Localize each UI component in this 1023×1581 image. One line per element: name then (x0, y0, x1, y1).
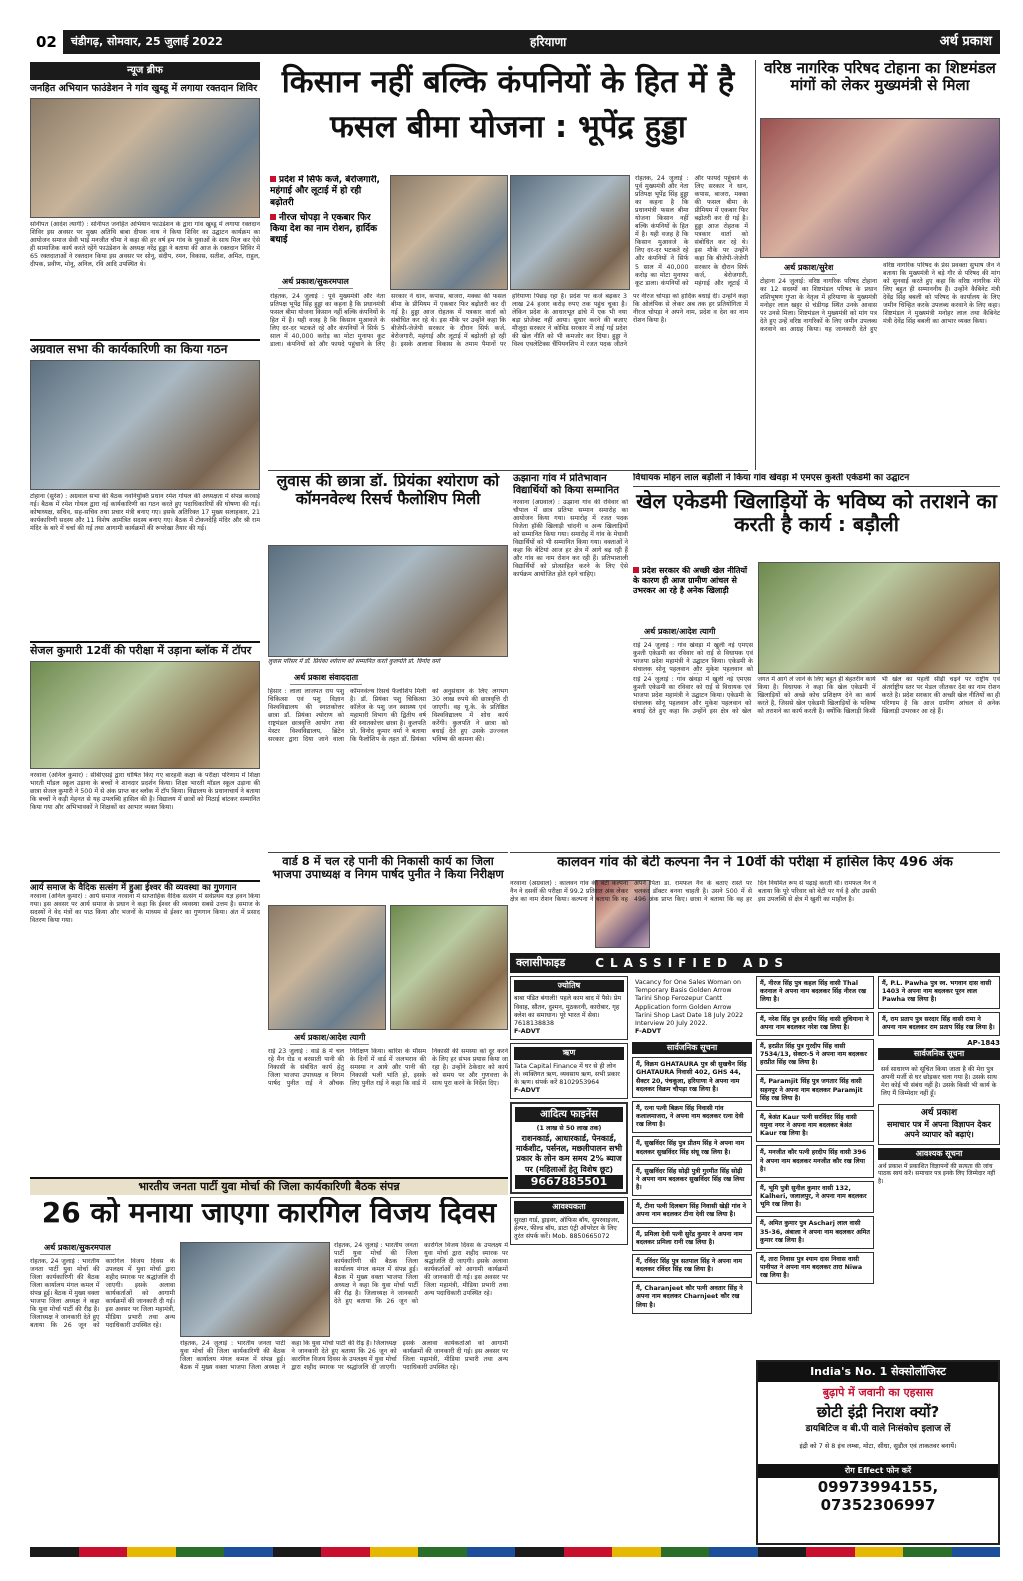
agarwal-sabha-photo (30, 360, 260, 490)
classified-label: क्लासीफाइड (516, 956, 566, 970)
ad-footer: रोग Effect फोन करें (758, 1464, 998, 1478)
pl-notice-list (878, 976, 1000, 1036)
priyanka-photo (268, 545, 508, 657)
priyanka-byline-box (290, 672, 410, 686)
classified-col-2 (632, 976, 752, 1546)
stripe-segment (79, 1547, 128, 1557)
advt-3: F-ADVT (635, 1028, 661, 1036)
brief-4-body: नरवाना (अनिल कुमार) : आर्य समाज नरवाना में साप्ताहिक वैदिक सत्संग में सर्वप्रथम यज्ञ हवन किया गया। इस अवसर पर आर्य समाज के प्रधान ने कहा कि ईश्वर की व्यवस्था सबसे उत्तम है। समाज के सदस्यों ने वेद मंत्रों का पाठ किया और भजनों के माध्यम से ईश्वर का गुणगान किया। अंत में प्रसाद वितरण किया गया। (30, 893, 260, 925)
sports-kicker-box (633, 473, 1000, 487)
water-headline-box (268, 855, 508, 903)
udana-box (513, 473, 628, 853)
arth-title: अर्थ प्रकाश (920, 1108, 958, 1119)
sports-body-top (633, 642, 753, 674)
sports-headline: खेल एकेडमी खिलाड़ियों के भविष्य को तराशने का करती है कार्य : बड़ौली (636, 490, 997, 536)
notice-item: मैं, बेअंत Kaur पत्नी सरविंदर सिंह वासी यमुना नगर ने अपना नाम बदलकर बेअंत Kaur रख लिया है। (756, 1110, 874, 1143)
stripe-segment (564, 1547, 613, 1557)
priyanka-caption: लुवास परिसर में डॉ. प्रियंका श्योराण को सम्मानित करते कुलपति प्रो. विनोद वर्मा (268, 658, 440, 665)
lead-byline-box (278, 276, 388, 290)
lead-body: रोहतक, 24 जुलाई : पूर्व मुख्यमंत्री और नेता प्रतिपक्ष भूपेंद्र सिंह हुड्डा का कहना है कि प्रधानमंत्री फसल बीमा योजना किसान नहीं बल्कि कंपनियों के हित में है। यही वजह है कि किसान मुआवजे के लिए दर-दर भटकते रहे और कंपनियों ने सिर्फ 5 साल में 40,000 करोड़ का मोटा मुनाफा कूट डाला। कंपनियों को और फायदे पहुंचाने के लिए सरकार ने धान, कपास, बाजरा, मक्का की फसल बीमा के प्रीमियम में एकबार फिर बढ़ोतरी कर दी गई है। हुड्डा आज रोहतक में पत्रकार वार्ता को संबोधित कर रहे थे। इस मौके पर उन्होंने कहा कि बीजेपी-जेजेपी सरकार के दौरान सिर्फ कर्ज, बेरोजगारी, महंगाई और लूटाई में बढ़ोतरी हो रही है। इसके अलावा विकास के तमाम पैमानों पर हरियाणा पिछड़ रहा है। प्रदेश पर कर्ज बढ़कर 3 लाख 24 हजार करोड़ रुपए तक पहुंच चुका है। लेकिन प्रदेश के आधारभूत ढांचे में एक भी नया बड़ा प्रोजेक्ट नहीं आया। सुधार करने की बजाए मौजूदा सरकार ने कोविड सरकार में लाई गई प्रदेश की खेल नीति को भी कमजोर कर दिया। हुड्डा ने विश्व एथलेटिक्स चैंपियनशिप में रजत पदक जीतने पर नीरज चोपड़ा को हार्दिक बधाई दी। उन्होंने कहा कि ओलंपिक से लेकर अब तक हर प्रतियोगिता में नीरज चोपड़ा ने अपने नाम, प्रदेश व देश का नाम रोशन किया है। (270, 293, 748, 349)
bjym-body-right-text: रोहतक, 24 जुलाई : भारतीय जनता पार्टी युवा मोर्चा की जिला कार्यकारिणी की बैठक जिला कार्यालय मंगल कमल में संपन्न हुई। बैठक में मुख्य वक्ता भाजपा जिला अध्यक्ष ने कहा कि युवा मोर्चा पार्टी की रीढ़ है। जिलाध्यक्ष ने जानकारी देते हुए बताया कि 26 जून को कारगिल विजय दिवस के उपलक्ष्य में युवा मोर्चा द्वारा शहीद स्मारक पर श्रद्धांजलि दी जाएगी। इसके अलावा कार्यकर्ताओं को आगामी कार्यक्रमों की जानकारी दी गई। इस अवसर पर जिला महामंत्री, मीडिया प्रभारी तथा अन्य पदाधिकारी उपस्थित रहे। (334, 1242, 508, 1306)
notice-item: मैं, रत्ना पत्नी बिक्रम सिंह निवासी गांव कलालमाजरा, ने अपना नाम बदलकर रत्ना देवी रख लिया है। (632, 1101, 752, 1134)
public-notice-title-2: सार्वजनिक सूचना (878, 1048, 1000, 1060)
classified-label-en: CLASSIFIED ADS (595, 955, 790, 970)
hooda-photo-2 (510, 175, 630, 290)
news-brief-label: न्यूज ब्रीफ (30, 62, 260, 80)
stripe-segment (127, 1547, 176, 1557)
hooda-photo-1 (390, 175, 508, 290)
section-name: हरियाणा (530, 34, 567, 49)
stripe-segment (224, 1547, 273, 1557)
lead-body-box (270, 293, 748, 463)
kalpana-body: नरवाना (अग्रवाल) : कालवन गांव की बेटी कल्पना नैन ने दसवीं की परीक्षा में 99.2 प्रतिशत अंक लेकर क्षेत्र का नाम रोशन किया। कल्पना ने बताया कि वह अपने पिता डा. रामफल नैन के बताए रास्ते पर चलकर डॉक्टर बनना चाहती है। उसने 500 में से 496 अंक प्राप्त किए। छात्रा ने बताया कि वह हर दिन नियमित रूप से पढ़ाई करती थी। रामफल नैन ने बताया कि पूरे परिवार को बेटी पर गर्व है और उसकी इस उपलब्धि से क्षेत्र में खुशी का माहौल है। (510, 880, 876, 904)
tohana-photo (760, 118, 1000, 258)
stripe-segment (903, 1547, 952, 1557)
blood-camp-photo (30, 98, 260, 218)
notice-item: मैं, सुखविंदर सिंह सोढ़ी पुत्री गुरमीत सिंह सोढ़ी ने अपना नाम बदलकर सुखविंदर सिंह रख लिया है। (632, 1164, 752, 1197)
stripe-segment (612, 1547, 661, 1557)
lead-highlight-1: प्रदेश में सिर्फ कर्ज, बेरोजगारी, महंगाई और लूटाई में हो रही बढ़ोतरी (270, 175, 380, 208)
udana-headline: ऊझाना गांव में प्रतिभावान विद्यार्थियों को किया सम्मानित (513, 473, 619, 496)
stripe-segment (855, 1547, 904, 1557)
lead-highlight-2: नीरज चोपड़ा ने एकबार फिर किया देश का नाम रोशन, हार्दिक बधाई (270, 212, 377, 246)
bjym-body-right (334, 1242, 508, 1338)
kalpana-headline-box (510, 855, 1000, 877)
kalpana-headline: कालवन गांव की बेटी कल्पना नैन ने 10वीं की परीक्षा में हासिल किए 496 अंक (557, 855, 953, 870)
water-byline: अर्थ प्रकाश/आदेश त्यागी (290, 1032, 369, 1045)
lead-headline: किसान नहीं बल्कि कंपनियों के हित में है फसल बीमा योजना : भूपेंद्र हुड्डा (281, 64, 735, 145)
stripe-segment (806, 1547, 855, 1557)
astrology-title: ज्योतिष (514, 980, 624, 992)
sports-headline-box (633, 490, 1000, 560)
sports-highlight: प्रदेश सरकार की अच्छी खेल नीतियों के कारण ही आज ग्रामीण आंचल से उभरकर आ रहे है अनेक खिलाड़ी (633, 566, 748, 595)
stripe-segment (952, 1547, 1001, 1557)
ad-line-1: बुढ़ापे में जवानी का एहसास (822, 1385, 934, 1399)
sports-highlight-box (633, 566, 753, 624)
news-brief-column (30, 82, 260, 977)
notice-item: मैं, हरप्रीत सिंह पुत्र गुरदीप सिंह वासी 7534/13, सेक्टर-5 ने अपना नाम बदलकर हरप्रीत सिंह रख लिया है। (756, 1039, 874, 1072)
notice-item: मैं, नरेश सिंह पुत्र हरदीप सिंह वासी लुधियाना ने अपना नाम बदलकर नरेश रख लिया है। (756, 1012, 874, 1036)
brand-name: अर्थ प्रकाश (939, 33, 992, 49)
students-photo (30, 661, 260, 769)
classified-header (510, 953, 1000, 973)
water-headline: वार्ड 8 में चल रहे पानी की निकासी कार्य का जिला भाजपा उपाध्यक्ष व निगम पार्षद पुनीत ने किया निरीक्षण (272, 855, 504, 882)
divider (268, 470, 748, 471)
need2-body: अर्थ प्रकाश में प्रकाशित विज्ञापनों की सत्यता की जांच पाठक स्वयं करें। समाचार पत्र इनके लिए जिम्मेदार नहीं है। (878, 1162, 996, 1185)
aditya-title: आदित्य फाइनेंस (515, 1107, 623, 1122)
lead-highlights (270, 175, 382, 275)
tohana-body-box (760, 262, 1000, 462)
arth-body: समाचार पत्र में अपना विज्ञापन देकर अपने व्यापार को बढ़ाएं। (887, 1119, 991, 1140)
priyanka-headline-box (268, 473, 508, 543)
advt-2: F-ADVT (514, 1087, 540, 1095)
sports-body-box (633, 676, 1000, 848)
lead-headline-box (268, 60, 748, 170)
sports-kicker: विधायक मोहन लाल बड़ौली ने किया गांव खेवड़ा में एमएस कुश्ती एकेडमी का उद्घाटन (633, 473, 910, 483)
need-title: आवश्यकता (514, 1201, 624, 1213)
footer-color-stripe (30, 1547, 1000, 1557)
priyanka-byline: अर्थ प्रकाश संवाददाता (290, 672, 362, 685)
ad-line-2: छोटी इंद्री निराश क्यों? (816, 1402, 940, 1421)
notice-item: मैं, रविंदर सिंह पुत्र सतपाल सिंह ने अपना नाम बदलकर रविंदर सिंह रख लिया है। (632, 1254, 752, 1278)
classified-col-1 (510, 976, 628, 1546)
public-notice-list-right (756, 976, 874, 1284)
water-body: राई 23 जुलाई : वार्ड 8 में चल रहे मैन रोड व बरसाती पानी की निकासी के संबंधित कार्य हेतु जिला भाजपा उपाध्यक्ष व निगम पार्षद पुनीत राई ने औचक निरीक्षण किया। बारिश के मौसम के दिनों में वार्ड में जलभराव की समस्या न आये और पानी की निकासी भली भांति हो, इसके लिए पुनीत राई ने कहा कि वार्ड में निकासी की समस्या को दूर करने के लिए हर संभव प्रयास किया जा रहा है। उन्होंने ठेकेदार को कार्य को समय पर और गुणवत्ता के साथ पूरा करने के निर्देश दिए। (268, 1048, 508, 1088)
sexologist-ad (756, 1360, 1000, 1545)
brief-2-body: टोहाना (सुरेश) : अग्रवाल सभा की बैठक नवनियुक्ति प्रधान रमेश गोयल की अध्यक्षता में संपन्न करवाई गई। बैठक में रमेश गोयल द्वारा नई कार्यकारिणी का गठन करते हुए पदाधिकारियों की घोषणा की गई। कोषाध्यक्ष, सचिव, सह-सचिव तथा प्रचार मंत्री बनाए गए। इसके अतिरिक्त 17 मुख्य सलाहकार, 21 कार्यकारिणी सदस्य और 11 विशेष आमंत्रित सदस्य बनाए गए। बैठक में टोकनदेहि मंदिर और श्री राम मंदिर के बारे में चर्चा की गई तथा आगामी कार्यक्रमों की रूपरेखा तैयार की गई। (30, 492, 260, 533)
bjym-byline-box (40, 1242, 170, 1256)
notice-item: मैं, नीरज सिंह पुत्र कहल सिंह वासी Thal करनाल ने अपना नाम बदलकर सिंह नीरज रख लिया है। (756, 976, 874, 1009)
ad-phone: 09973994155, 07352306997 (817, 1477, 939, 1515)
notice-item: मैं, विक्रम GHATAURA पुत्र श्री सुखचैन सिंह GHATAURA निवासी 402, GHS 44, सैक्टर 20, पंचकूला, हरियाणा ने अपना नाम बदलकर विक्रम चौपड़ा रख लिया है। (632, 1057, 752, 1098)
need-body: सुरक्षा गार्ड, ड्राइवर, ऑफिस बॉय, सुपरवाइजर, हेल्पर, फील्ड बॉय, डाटा एंट्री ऑपरेटर के लिए तुरंत संपर्क करें। Mob. 8850665072 (514, 1216, 620, 1241)
stripe-segment (515, 1547, 564, 1557)
sports-byline-box (640, 626, 750, 640)
notice-item: मैं, Paramjit सिंह पुत्र जगतार सिंह वासी सहनपुर ने अपना नाम बदलकर Paramjit सिंह रख लिया है। (756, 1074, 874, 1107)
brief-1-body: सोनीपत (आदेश त्यागी) : सोनीपत जनहित अभियान फाउंडेशन के द्वारा गांव खुब्डू में लगाया रक्तदान शिविर इस अवसर पर मुख्य अतिथि बाबा दीपक नाथ ने किया शिविर का उद्घाटन कार्यक्रम का आयोजन समाज सेवी भाई मनजीत चौमा ने कहा की हर वर्ष हम गांव के युवाओं के साथ मिल कर ऐसे ही सामाजिक कार्य करते रहेंगे फाउंडेशन के अध्यक्ष नरेंद्र हुड्डा ने बताया की आज के रक्तदान शिविर में 65 रक्तदाताओं ने रक्तदान किया इस अवसर पर सोनू, संदीप, रमन, विकास, सतीश, अमित, राहुल, दीपक, प्रवीण, मोनू, अनिल, रवि आदि उपस्थित थे। (30, 220, 260, 269)
page-number: 02 (30, 30, 63, 54)
notice-item: मैं, P.L. Pawha पुत्र स्व. भगवान दास वासी 1403 ने अपना नाम बदलकर पूरन लाल Pawha रख लिया है। (878, 976, 1000, 1009)
bjym-body-left (30, 1258, 175, 1543)
stripe-segment (661, 1547, 710, 1557)
water-photo-2 (390, 905, 508, 1030)
lead-body-side (635, 175, 748, 292)
need2-title: आवश्यक सूचना (878, 1148, 1000, 1160)
kalpana-body-box (510, 880, 1000, 950)
lead-byline: अर्थ प्रकाश/सुकरमपाल (278, 276, 353, 289)
ad-line-3: डायबिटिज व बी.पी वाले निःसंकोच इलाज लें (805, 1424, 951, 1435)
bjym-body-cont: रोहतक, 24 जुलाई : भारतीय जनता पार्टी युवा मोर्चा की जिला कार्यकारिणी की बैठक जिला कार्यालय मंगल कमल में संपन्न हुई। बैठक में मुख्य वक्ता भाजपा जिला अध्यक्ष ने कहा कि युवा मोर्चा पार्टी की रीढ़ है। जिलाध्यक्ष ने जानकारी देते हुए बताया कि 26 जून को कारगिल विजय दिवस के उपलक्ष्य में युवा मोर्चा द्वारा शहीद स्मारक पर श्रद्धांजलि दी जाएगी। इसके अलावा कार्यकर्ताओं को आगामी कार्यक्रमों की जानकारी दी गई। इस अवसर पर जिला महामंत्री, मीडिया प्रभारी तथा अन्य पदाधिकारी उपस्थित रहे। (180, 1340, 508, 1372)
stripe-segment (467, 1547, 516, 1557)
divider (755, 60, 756, 470)
notice-item: मैं, भूमि पुत्री सुनील कुमार वासी 132, Kalheri, जलालपुर, ने अपना नाम बदलकर भूमि रख लिया है। (756, 1181, 874, 1214)
lead-body-side-text: रोहतक, 24 जुलाई : पूर्व मुख्यमंत्री और नेता प्रतिपक्ष भूपेंद्र सिंह हुड्डा का कहना है कि प्रधानमंत्री फसल बीमा योजना किसान नहीं बल्कि कंपनियों के हित में है। यही वजह है कि किसान मुआवजे के लिए दर-दर भटकते रहे और कंपनियों ने सिर्फ 5 साल में 40,000 करोड़ का मोटा मुनाफा कूट डाला। कंपनियों को और फायदे पहुंचाने के लिए सरकार ने धान, कपास, बाजरा, मक्का की फसल बीमा के प्रीमियम में एकबार फिर बढ़ोतरी कर दी गई है। हुड्डा आज रोहतक में पत्रकार वार्ता को संबोधित कर रहे थे। इस मौके पर उन्होंने कहा कि बीजेपी-जेजेपी सरकार के दौरान सिर्फ कर्ज, बेरोजगारी, महंगाई और लूटाई में (635, 175, 748, 287)
bjym-photo (180, 1242, 330, 1337)
tohana-headline: वरिष्ठ नागरिक परिषद टोहाना का शिष्टमंडल मांगों को लेकर मुख्यमंत्री से मिला (764, 60, 996, 95)
stripe-segment (370, 1547, 419, 1557)
page-date: चंडीगढ़, सोमवार, 25 जुलाई 2022 (70, 35, 223, 49)
tohana-byline: अर्थ प्रकाश/सुरेश (780, 262, 837, 275)
tohana-body: टोहाना 24 जुलाई: वरिष्ठ नागरिक परिषद टोहाना का 12 सदस्यों का शिष्टमंडल परिषद के प्रधान शशिभूषण गुप्ता के नेतृत्व में हरियाणा के मुख्यमंत्री मनोहर लाल खट्टर से चंडीगढ़ स्थित उनके आवास पर उनसे मिला। शिष्टमंडल ने मुख्यमंत्री को मांग पत्र देते हुए उन्हें वरिष्ठ नागरिकों के लिए जमीन उपलब्ध करवाने का आग्रह किया। यह जानकारी देते हुए वरिष्ठ नागरिक परिषद के प्रेस प्रवक्ता सुभाष जैन ने बताया कि मुख्यमंत्री ने बड़े गौर से परिषद की मांग को सुनवाई करते हुए कहा कि वरिष्ठ नागरिक मेरे लिए बहुत ही सम्माननीय हैं। उन्होंने कैबिनेट मंत्री देवेंद्र सिंह बबली को परिषद के कार्यालय के लिए जमीन चिन्हित करके उपलब्ध करवाने के लिए कहा। शिष्टमंडल ने मुख्यमंत्री मनोहर लाल तथा कैबिनेट मंत्री देवेंद्र सिंह बबली का आभार व्यक्त किया। (760, 262, 1000, 334)
stripe-segment (273, 1547, 322, 1557)
bjym-body: रोहतक, 24 जुलाई : भारतीय जनता पार्टी युवा मोर्चा की जिला कार्यकारिणी की बैठक जिला कार्यालय मंगल कमल में संपन्न हुई। बैठक में मुख्य वक्ता भाजपा जिला अध्यक्ष ने कहा कि युवा मोर्चा पार्टी की रीढ़ है। जिलाध्यक्ष ने जानकारी देते हुए बताया कि 26 जून को कारगिल विजय दिवस के उपलक्ष्य में युवा मोर्चा द्वारा शहीद स्मारक पर श्रद्धांजलि दी जाएगी। इसके अलावा कार्यकर्ताओं को आगामी कार्यक्रमों की जानकारी दी गई। इस अवसर पर जिला महामंत्री, मीडिया प्रभारी तथा अन्य पदाधिकारी उपस्थित रहे। (30, 1258, 175, 1330)
stripe-segment (709, 1547, 758, 1557)
aditya-phone: 9667885501 (515, 1175, 623, 1189)
sports-byline: अर्थ प्रकाश/आदेश त्यागी (640, 626, 719, 639)
stripe-segment (321, 1547, 370, 1557)
brief-3-title: सेजल कुमारी 12वीं की परीक्षा में उड़ाना ब्लॉक में टॉपर (30, 641, 260, 658)
bjym-byline: अर्थ प्रकाश/सुकरमपाल (40, 1242, 115, 1255)
loan-title: ऋण (514, 1047, 624, 1059)
priyanka-body: हिसार : लाला लाजपत राय पशु चिकित्सा एवं पशु विज्ञान विश्वविद्यालय की स्नातकोत्तर छात्रा डॉ. प्रियंका श्योराण को राष्ट्रमंडल छात्रवृत्ति आयोग तथा मेस्टर विश्वविद्यालय, ब्रिटेन सरकार द्वारा दिया जाने वाला कॉमनवेल्थ रिसर्च फैलोशिप मिली है। डॉ. प्रियंका पशु चिकित्सा कॉलेज के पशु जन स्वास्थ्य एवं महामारी विभाग की द्वितीय वर्ष की स्नातकोत्तर छात्रा है। कुलपति प्रो. विनोद कुमार वर्मा ने बताया कि फैलोशिप के तहत डॉ. प्रियंका को अनुसंधान के लिए लगभग 30 लाख रुपये की छात्रवृत्ति दी जाएगी। वह यू.के. के प्रतिष्ठित विश्वविद्यालय में शोध कार्य करेंगी। कुलपति ने छात्रा को बधाई देते हुए उसके उज्ज्वल भविष्य की कामना की। (268, 688, 508, 744)
priyanka-body-box (268, 688, 508, 848)
water-photo-1 (268, 905, 386, 1030)
priyanka-caption-box (268, 658, 508, 668)
bjym-headline-box (30, 1197, 508, 1239)
stripe-segment (418, 1547, 467, 1557)
water-byline-box (290, 1032, 410, 1046)
sports-photo (758, 562, 1000, 674)
bjym-kicker: भारतीय जनता पार्टी युवा मोर्चा की जिला कार्यकारिणी बैठक संपन्न (138, 1180, 400, 1193)
divider (510, 852, 1000, 853)
brief-1-title: जनहित अभियान फाउंडेशन ने गांव खुब्डू में लगाया रक्तदान शिविर (30, 83, 258, 94)
brief-4-title: आर्य समाज के वैदिक सत्संग में हुआ ईश्वर की व्यवस्था का गुणगान (30, 880, 260, 894)
bjym-headline: 26 को मनाया जाएगा कारगिल विजय दिवस (41, 1197, 497, 1229)
classified-col-4 (878, 976, 1000, 1306)
public-notice-title: सार्वजनिक सूचना (632, 1042, 752, 1054)
notice-item: मैं, तारा निवास पुत्र श्याम दास निवास वासी पानीपत ने अपना नाम बदलकर तारा Niwa रख लिया है। (756, 1252, 874, 1285)
sports-body-top-text: राई 24 जुलाई : गांव खेवड़ा में खुली नई एमएस कुश्ती एकेडमी का रविवार को राई से विधायक एवं भाजपा प्रदेश महामंत्री ने उद्घाटन किया। एकेडमी के संचालक सोनू पहलवान और मुकेश पहलवान को (633, 642, 753, 674)
notice-item: मैं, सुखविंदर सिंह पुत्र प्रीतम सिंह ने अपना नाम बदलकर सुखविंदर सिंह संधू रख लिया है। (632, 1136, 752, 1160)
astrology-body: बाबा पंडित बंगाली! पहले काम बाद में पैसे। प्रेम विवाह, सौतन, दुश्मन, मुठकरनी, कारोबार, गृह क्लेश का समाधान। पूरे भारत में सेवा। 7618138838 (514, 995, 622, 1027)
loan-body: Tata Capital Finance में घर से ही लोन लें। व्यक्तिगत ऋण, व्यवसाय ऋण, सभी प्रकार के ऋण। संपर्क करें 8102953964 (514, 1062, 620, 1086)
sports-body: राई 24 जुलाई : गांव खेवड़ा में खुली नई एमएस कुश्ती एकेडमी का रविवार को राई से विधायक एवं भाजपा प्रदेश महामंत्री ने उद्घाटन किया। एकेडमी के संचालक सोनू पहलवान और मुकेश पहलवान को बधाई देते हुए कहा कि उन्होंने इस क्षेत्र को खेल जगत में आगे ले जाने के लिए बहुत ही बेहतरीन कार्य किया है। विधायक ने कहा कि खेल एकेडमी में खिलाड़ियों को अच्छे कोच प्रशिक्षण देने का कार्य करते है, जिससे खेल एकेडमी खिलाड़ियों के भविष्य को तराशने का कार्य करती है। क्योंकि खिलाड़ी किसी भी खेल का पहली सीढ़ी चढ़ने पर राष्ट्रीय एवं अंतर्राष्ट्रीय स्तर पर मेडल जीतकर देश का नाम रोशन करते है। प्रदेश सरकार की अच्छी खेल नीतियों का ही परिणाम है कि आज ग्रामीण आंचल से अनेक खिलाड़ी उभरकर आ रहे हैं। (633, 676, 1000, 716)
advt-1: F-ADVT (514, 1028, 540, 1036)
stripe-segment (176, 1547, 225, 1557)
tohana-headline-box (760, 60, 1000, 122)
stripe-segment (758, 1547, 807, 1557)
ad-top: India's No. 1 सेक्सोलॉजिस्ट (758, 1362, 998, 1382)
notice-item: मैं, Charanjeet कौर पत्नी अवतार सिंह ने अपना नाम बदलकर Charnjeet कौर रख लिया है। (632, 1281, 752, 1314)
divider (268, 852, 508, 853)
ap-code: AP-1843 (967, 1038, 1000, 1047)
aditya-body: राशनकार्ड, आधारकार्ड, पेनकार्ड, मार्कशीट, पर्सनल, मछलीपालन सभी प्रकार के लोन कम समय 2% ब्याज पर (महिलाओं हेतु विशेष छूट) (515, 1133, 623, 1174)
ad-line-4: इंद्री को 7 से 8 इंच लम्बा, मोटा, सीधा, सुडौल एवं ताकतवर बनायें। (799, 1441, 957, 1450)
brief-2-title: अग्रवाल सभा की कार्यकारिणी का किया गठन (30, 339, 260, 357)
notice-item: मैं, राम प्रताप पुत्र सरदार सिंह वासी रामा ने अपना नाम बदलकर राम प्रताप सिंह रख लिया है। (878, 1012, 1000, 1036)
vacancy-text: Vacancy for One Sales Woman on Temporary Basis Golden Arrow Tarini Shop Ferozepur Cantt Application form Golden Arrow Tarini Shop Last Date 18 July 2022 Interview 20 July 2022. (635, 979, 744, 1027)
bjym-kicker-box (30, 1177, 508, 1195)
stripe-segment (30, 1547, 79, 1557)
brief-3-body: नरवाना (अनिल कुमार) : सीबीएसई द्वारा घोषित किए गए बारहवीं कक्षा के परीक्षा परिणाम में शिक्षा भारती मॉडल स्कूल उड़ाना के बच्चों ने शानदार प्रदर्शन किया। शिक्षा भारती मॉडल स्कूल उड़ाना की छात्रा सेजल कुमारी ने 500 में से अंक प्राप्त कर ब्लॉक में टॉप किया। विद्यालय के प्रधानाचार्य ने बताया कि बच्चों ने कड़ी मेहनत से यह उपलब्धि हासिल की है। विद्यालय में छात्रों को मिठाई बांटकर सम्मानित किया गया और अभिभावकों ने शिक्षकों का आभार व्यक्त किया। (30, 771, 260, 811)
aditya-sub: (1 लाख से 50 लाख तक) (536, 1125, 602, 1133)
notice-item: मैं, टीना पत्नी दिलबाग सिंह निवासी खेड़ी गांव ने अपना नाम बदलकर टीना देवी रख लिया है। (632, 1199, 752, 1223)
public-notice-list (632, 1057, 752, 1314)
udana-body: नरवाना (अग्रवाल) : ऊझाना गांव की रविवार को चौपाल में छात्र प्रतिभा सम्मान समारोह का आयोजन किया गया। समारोह में रजत पदक विजेता हॉकी खिलाड़ी चांदनी व अन्य खिलाड़ियों को सम्मानित किया गया। समारोह में गांव के मेधावी विद्यार्थियों को भी सम्मानित किया गया। वक्ताओं ने कहा कि बेटियां आज हर क्षेत्र में आगे बढ़ रही हैं और गांव का नाम रोशन कर रही हैं। प्रतिभाशाली विद्यार्थियों को प्रोत्साहित करने के लिए ऐसे कार्यक्रम आयोजित होते रहने चाहिए। (513, 499, 628, 579)
priyanka-headline: लुवास की छात्रा डॉ. प्रियंका श्योराण को कॉमनवेल्थ रिसर्च फैलोशिप मिली (276, 473, 500, 508)
public-notice-body-2: सर्व साधारण को सूचित किया जाता है की मेरा पुत्र अपनी मर्जी से घर छोड़कर चला गया है। उसके साथ मेरा कोई भी संबंध नहीं है। उसके किसी भी कार्य के लिए मैं जिम्मेदार नहीं हूँ। (881, 1065, 997, 1098)
bjym-body-bottom (180, 1340, 508, 1543)
page-header (30, 30, 1000, 54)
notice-item: मैं, मनजीत कौर पत्नी हरदीप सिंह वासी 396 ने अपना नाम बदलकर मनजीत कौर रख लिया है। (756, 1145, 874, 1178)
notice-item: मैं, अमित कुमार पुत्र Ascharj लाल वासी 35-36, अंबाला ने अपना नाम बदलकर अमित कुमार रख लिया है। (756, 1216, 874, 1249)
notice-item: मैं, प्रमिला देवी पत्नी सुरेंद्र कुमार ने अपना नाम बदलकर प्रमिला रानी रख लिया है। (632, 1227, 752, 1251)
water-body-box (268, 1048, 508, 1170)
